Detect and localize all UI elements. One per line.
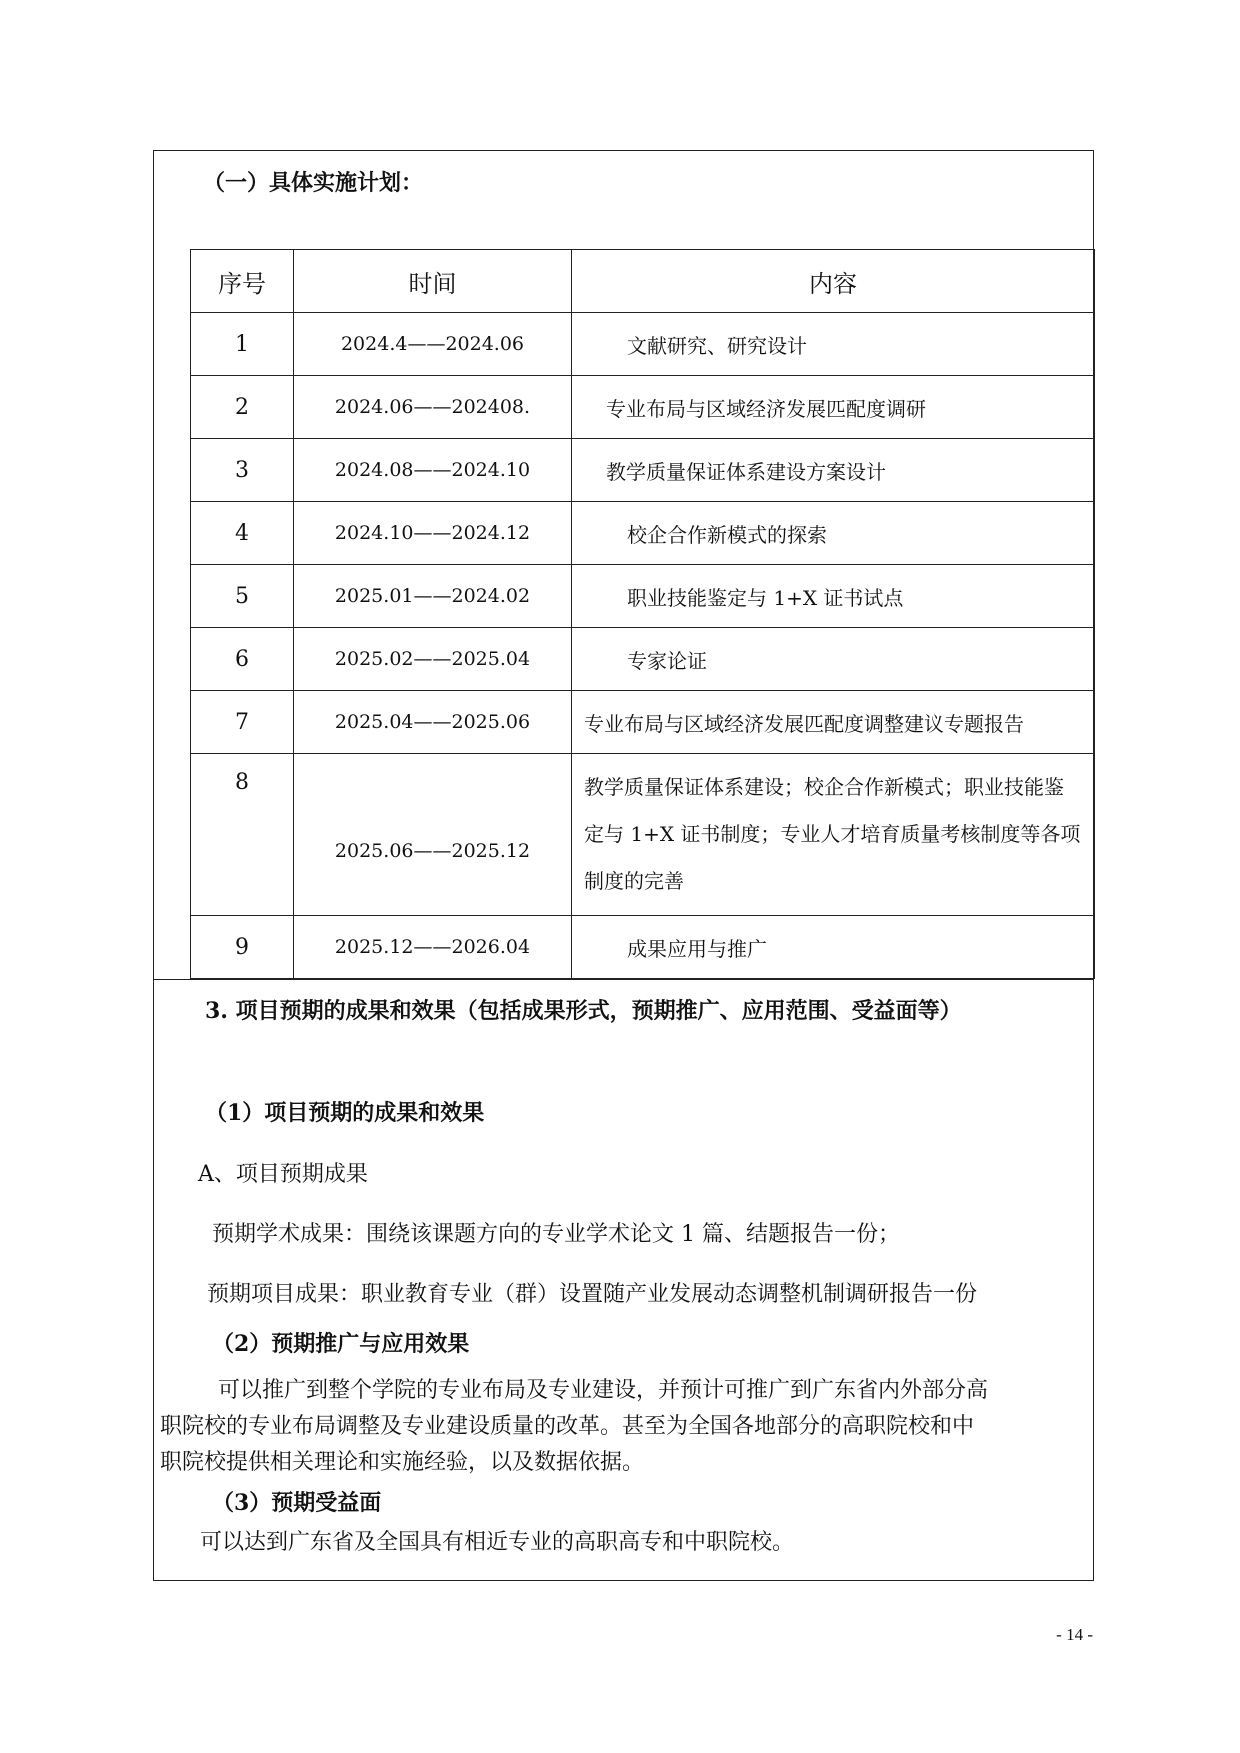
paragraph-line: 职院校的专业布局调整及专业建设质量的改革。甚至为全国各地部分的高职院校和中 — [160, 1414, 975, 1439]
row-content-line: 教学质量保证体系建设；校企合作新模式；职业技能鉴 — [584, 775, 1064, 799]
row-content: 成果应用与推广 — [572, 916, 1095, 979]
table-row — [191, 439, 1095, 502]
row-no: 1 — [191, 313, 294, 376]
row-time: 2024.08——2024.10 — [294, 439, 572, 502]
header-content: 内容 — [572, 250, 1095, 313]
sub3-text: 可以达到广东省及全国具有相近专业的高职高专和中职院校。 — [200, 1530, 795, 1555]
row-no: 2 — [191, 376, 294, 439]
table-row — [191, 502, 1095, 565]
sub-a-title: A、项目预期成果 — [198, 1162, 368, 1187]
paragraph-line: 职院校提供相关理论和实施经验，以及数据依据。 — [160, 1450, 645, 1475]
header-no: 序号 — [191, 250, 294, 313]
table-row — [191, 376, 1095, 439]
row-content-line: 定与 1+X 证书制度；专业人才培育质量考核制度等各项 — [584, 822, 1081, 846]
row-time: 2024.06——202408. — [294, 376, 572, 439]
row-content: 教学质量保证体系建设方案设计 — [572, 439, 1095, 502]
section-title: （一）具体实施计划： — [203, 170, 424, 196]
row-content: 校企合作新模式的探索 — [572, 502, 1095, 565]
row-content: 专家论证 — [572, 628, 1095, 691]
row-time: 2025.02——2025.04 — [294, 628, 572, 691]
sub2-title: （2）预期推广与应用效果 — [212, 1331, 470, 1357]
page-number: - 14 - — [1056, 1625, 1093, 1644]
row-no: 3 — [191, 439, 294, 502]
sub2-paragraph — [160, 1373, 1094, 1481]
header-time: 时间 — [294, 250, 572, 313]
academic-result: 预期学术成果：围绕该课题方向的专业学术论文 1 篇、结题报告一份； — [212, 1222, 900, 1247]
table-row — [191, 313, 1095, 376]
table-row — [191, 565, 1095, 628]
row-time: 2025.04——2025.06 — [294, 691, 572, 754]
table-row — [191, 754, 1095, 916]
table-row — [191, 628, 1095, 691]
row-time: 2024.10——2024.12 — [294, 502, 572, 565]
row-content: 专业布局与区域经济发展匹配度调研 — [572, 376, 1095, 439]
row-no: 7 — [191, 691, 294, 754]
row-no: 5 — [191, 565, 294, 628]
row-no: 4 — [191, 502, 294, 565]
row-time: 2024.4——2024.06 — [294, 313, 572, 376]
row-time: 2025.12——2026.04 — [294, 916, 572, 979]
implementation-plan-table — [190, 249, 1095, 979]
section-divider — [153, 979, 1094, 980]
project-result: 预期项目成果：职业教育专业（群）设置随产业发展动态调整机制调研报告一份 — [207, 1282, 978, 1307]
row-content-line: 制度的完善 — [584, 869, 684, 893]
sub3-title: （3）预期受益面 — [212, 1490, 382, 1516]
row-time: 2025.01——2024.02 — [294, 565, 572, 628]
paragraph-line: 可以推广到整个学院的专业布局及专业建设，并预计可推广到广东省内外部分高 — [218, 1378, 989, 1403]
row-content: 职业技能鉴定与 1+X 证书试点 — [572, 565, 1095, 628]
table-row — [191, 916, 1095, 979]
table-row — [191, 691, 1095, 754]
table-header-row — [191, 250, 1095, 313]
section3-title: 3. 项目预期的成果和效果（包括成果形式，预期推广、应用范围、受益面等） — [205, 998, 962, 1024]
row-content: 文献研究、研究设计 — [572, 313, 1095, 376]
row-time: 2025.06——2025.12 — [294, 754, 572, 916]
row-content: 专业布局与区域经济发展匹配度调整建议专题报告 — [572, 691, 1095, 754]
row-no: 6 — [191, 628, 294, 691]
row-content — [572, 754, 1095, 916]
row-no: 9 — [191, 916, 294, 979]
row-no: 8 — [191, 754, 294, 916]
sub1-title: （1）项目预期的成果和效果 — [205, 1100, 485, 1126]
